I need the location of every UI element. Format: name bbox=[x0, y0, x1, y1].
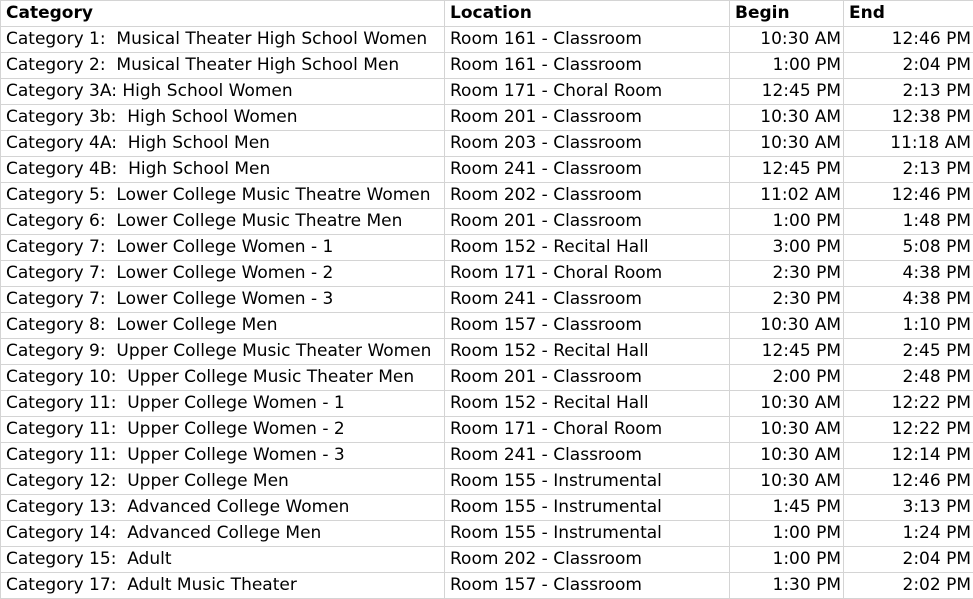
cell-begin[interactable]: 12:45 PM bbox=[730, 157, 844, 183]
cell-end[interactable]: 5:08 PM bbox=[844, 235, 973, 261]
cell-category[interactable]: Category 10: Upper College Music Theater Men bbox=[1, 365, 445, 391]
cell-category[interactable]: Category 7: Lower College Women - 2 bbox=[1, 261, 445, 287]
cell-begin[interactable]: 10:30 AM bbox=[730, 443, 844, 469]
header-location[interactable]: Location bbox=[445, 1, 730, 27]
table-row bbox=[1, 573, 973, 599]
cell-end[interactable]: 12:46 PM bbox=[844, 183, 973, 209]
cell-end[interactable]: 1:48 PM bbox=[844, 209, 973, 235]
table-row bbox=[1, 53, 973, 79]
cell-end[interactable]: 12:38 PM bbox=[844, 105, 973, 131]
table-row bbox=[1, 339, 973, 365]
table-header bbox=[1, 1, 973, 27]
table-row bbox=[1, 417, 973, 443]
table-row bbox=[1, 105, 973, 131]
cell-location[interactable]: Room 241 - Classroom bbox=[445, 157, 730, 183]
cell-location[interactable]: Room 201 - Classroom bbox=[445, 105, 730, 131]
cell-end[interactable]: 2:48 PM bbox=[844, 365, 973, 391]
cell-begin[interactable]: 1:00 PM bbox=[730, 521, 844, 547]
cell-category[interactable]: Category 9: Upper College Music Theater Women bbox=[1, 339, 445, 365]
cell-end[interactable]: 2:13 PM bbox=[844, 157, 973, 183]
cell-begin[interactable]: 2:00 PM bbox=[730, 365, 844, 391]
cell-location[interactable]: Room 155 - Instrumental bbox=[445, 495, 730, 521]
cell-begin[interactable]: 10:30 AM bbox=[730, 131, 844, 157]
cell-begin[interactable]: 1:00 PM bbox=[730, 209, 844, 235]
cell-location[interactable]: Room 155 - Instrumental bbox=[445, 469, 730, 495]
table-row bbox=[1, 287, 973, 313]
table-row bbox=[1, 365, 973, 391]
cell-location[interactable]: Room 152 - Recital Hall bbox=[445, 339, 730, 365]
cell-category[interactable]: Category 15: Adult bbox=[1, 547, 445, 573]
cell-location[interactable]: Room 241 - Classroom bbox=[445, 443, 730, 469]
cell-begin[interactable]: 1:30 PM bbox=[730, 573, 844, 599]
table-row bbox=[1, 313, 973, 339]
cell-end[interactable]: 12:46 PM bbox=[844, 469, 973, 495]
table-row bbox=[1, 235, 973, 261]
cell-end[interactable]: 3:13 PM bbox=[844, 495, 973, 521]
cell-category[interactable]: Category 12: Upper College Men bbox=[1, 469, 445, 495]
cell-end[interactable]: 1:10 PM bbox=[844, 313, 973, 339]
table-row bbox=[1, 443, 973, 469]
cell-location[interactable]: Room 202 - Classroom bbox=[445, 547, 730, 573]
cell-end[interactable]: 2:02 PM bbox=[844, 573, 973, 599]
cell-location[interactable]: Room 171 - Choral Room bbox=[445, 79, 730, 105]
cell-location[interactable]: Room 155 - Instrumental bbox=[445, 521, 730, 547]
cell-category[interactable]: Category 11: Upper College Women - 1 bbox=[1, 391, 445, 417]
cell-category[interactable]: Category 11: Upper College Women - 3 bbox=[1, 443, 445, 469]
table-row bbox=[1, 157, 973, 183]
table-row bbox=[1, 27, 973, 53]
table-row bbox=[1, 183, 973, 209]
cell-category[interactable]: Category 7: Lower College Women - 1 bbox=[1, 235, 445, 261]
cell-location[interactable]: Room 161 - Classroom bbox=[445, 27, 730, 53]
header-begin[interactable]: Begin bbox=[730, 1, 844, 27]
header-category[interactable]: Category bbox=[1, 1, 445, 27]
cell-end[interactable]: 4:38 PM bbox=[844, 287, 973, 313]
cell-begin[interactable]: 10:30 AM bbox=[730, 391, 844, 417]
cell-end[interactable]: 12:46 PM bbox=[844, 27, 973, 53]
cell-begin[interactable]: 10:30 AM bbox=[730, 469, 844, 495]
cell-category[interactable]: Category 11: Upper College Women - 2 bbox=[1, 417, 445, 443]
table-row bbox=[1, 469, 973, 495]
cell-end[interactable]: 11:18 AM bbox=[844, 131, 973, 157]
cell-location[interactable]: Room 201 - Classroom bbox=[445, 365, 730, 391]
table-row bbox=[1, 209, 973, 235]
cell-category[interactable]: Category 3A: High School Women bbox=[1, 79, 445, 105]
cell-begin[interactable]: 1:45 PM bbox=[730, 495, 844, 521]
cell-category[interactable]: Category 4A: High School Men bbox=[1, 131, 445, 157]
table-body bbox=[1, 27, 973, 599]
cell-begin[interactable]: 1:00 PM bbox=[730, 547, 844, 573]
table-row bbox=[1, 391, 973, 417]
cell-category[interactable]: Category 3b: High School Women bbox=[1, 105, 445, 131]
table-row bbox=[1, 521, 973, 547]
cell-category[interactable]: Category 14: Advanced College Men bbox=[1, 521, 445, 547]
cell-begin[interactable]: 3:00 PM bbox=[730, 235, 844, 261]
cell-location[interactable]: Room 203 - Classroom bbox=[445, 131, 730, 157]
cell-end[interactable]: 4:38 PM bbox=[844, 261, 973, 287]
cell-location[interactable]: Room 171 - Choral Room bbox=[445, 417, 730, 443]
table-row bbox=[1, 495, 973, 521]
cell-location[interactable]: Room 202 - Classroom bbox=[445, 183, 730, 209]
table-row bbox=[1, 261, 973, 287]
cell-end[interactable]: 2:45 PM bbox=[844, 339, 973, 365]
cell-location[interactable]: Room 152 - Recital Hall bbox=[445, 391, 730, 417]
cell-begin[interactable]: 10:30 AM bbox=[730, 313, 844, 339]
cell-begin[interactable]: 10:30 AM bbox=[730, 105, 844, 131]
cell-category[interactable]: Category 1: Musical Theater High School Women bbox=[1, 27, 445, 53]
cell-begin[interactable]: 12:45 PM bbox=[730, 339, 844, 365]
header-end[interactable]: End bbox=[844, 1, 973, 27]
cell-end[interactable]: 2:04 PM bbox=[844, 547, 973, 573]
cell-category[interactable]: Category 4B: High School Men bbox=[1, 157, 445, 183]
cell-location[interactable]: Room 241 - Classroom bbox=[445, 287, 730, 313]
table-row bbox=[1, 547, 973, 573]
cell-begin[interactable]: 11:02 AM bbox=[730, 183, 844, 209]
cell-begin[interactable]: 2:30 PM bbox=[730, 287, 844, 313]
cell-end[interactable]: 2:13 PM bbox=[844, 79, 973, 105]
cell-begin[interactable]: 12:45 PM bbox=[730, 79, 844, 105]
cell-category[interactable]: Category 5: Lower College Music Theatre Women bbox=[1, 183, 445, 209]
cell-begin[interactable]: 10:30 AM bbox=[730, 417, 844, 443]
cell-end[interactable]: 12:22 PM bbox=[844, 391, 973, 417]
header-row bbox=[1, 1, 973, 27]
cell-end[interactable]: 12:22 PM bbox=[844, 417, 973, 443]
cell-location[interactable]: Room 171 - Choral Room bbox=[445, 261, 730, 287]
cell-category[interactable]: Category 17: Adult Music Theater bbox=[1, 573, 445, 599]
table-row bbox=[1, 131, 973, 157]
cell-category[interactable]: Category 6: Lower College Music Theatre Men bbox=[1, 209, 445, 235]
cell-location[interactable]: Room 201 - Classroom bbox=[445, 209, 730, 235]
cell-begin[interactable]: 10:30 AM bbox=[730, 27, 844, 53]
cell-end[interactable]: 2:04 PM bbox=[844, 53, 973, 79]
cell-end[interactable]: 12:14 PM bbox=[844, 443, 973, 469]
cell-category[interactable]: Category 7: Lower College Women - 3 bbox=[1, 287, 445, 313]
table-row bbox=[1, 79, 973, 105]
cell-category[interactable]: Category 2: Musical Theater High School Men bbox=[1, 53, 445, 79]
cell-location[interactable]: Room 152 - Recital Hall bbox=[445, 235, 730, 261]
cell-end[interactable]: 1:24 PM bbox=[844, 521, 973, 547]
cell-category[interactable]: Category 8: Lower College Men bbox=[1, 313, 445, 339]
cell-location[interactable]: Room 161 - Classroom bbox=[445, 53, 730, 79]
cell-begin[interactable]: 1:00 PM bbox=[730, 53, 844, 79]
cell-begin[interactable]: 2:30 PM bbox=[730, 261, 844, 287]
cell-category[interactable]: Category 13: Advanced College Women bbox=[1, 495, 445, 521]
cell-location[interactable]: Room 157 - Classroom bbox=[445, 313, 730, 339]
cell-location[interactable]: Room 157 - Classroom bbox=[445, 573, 730, 599]
